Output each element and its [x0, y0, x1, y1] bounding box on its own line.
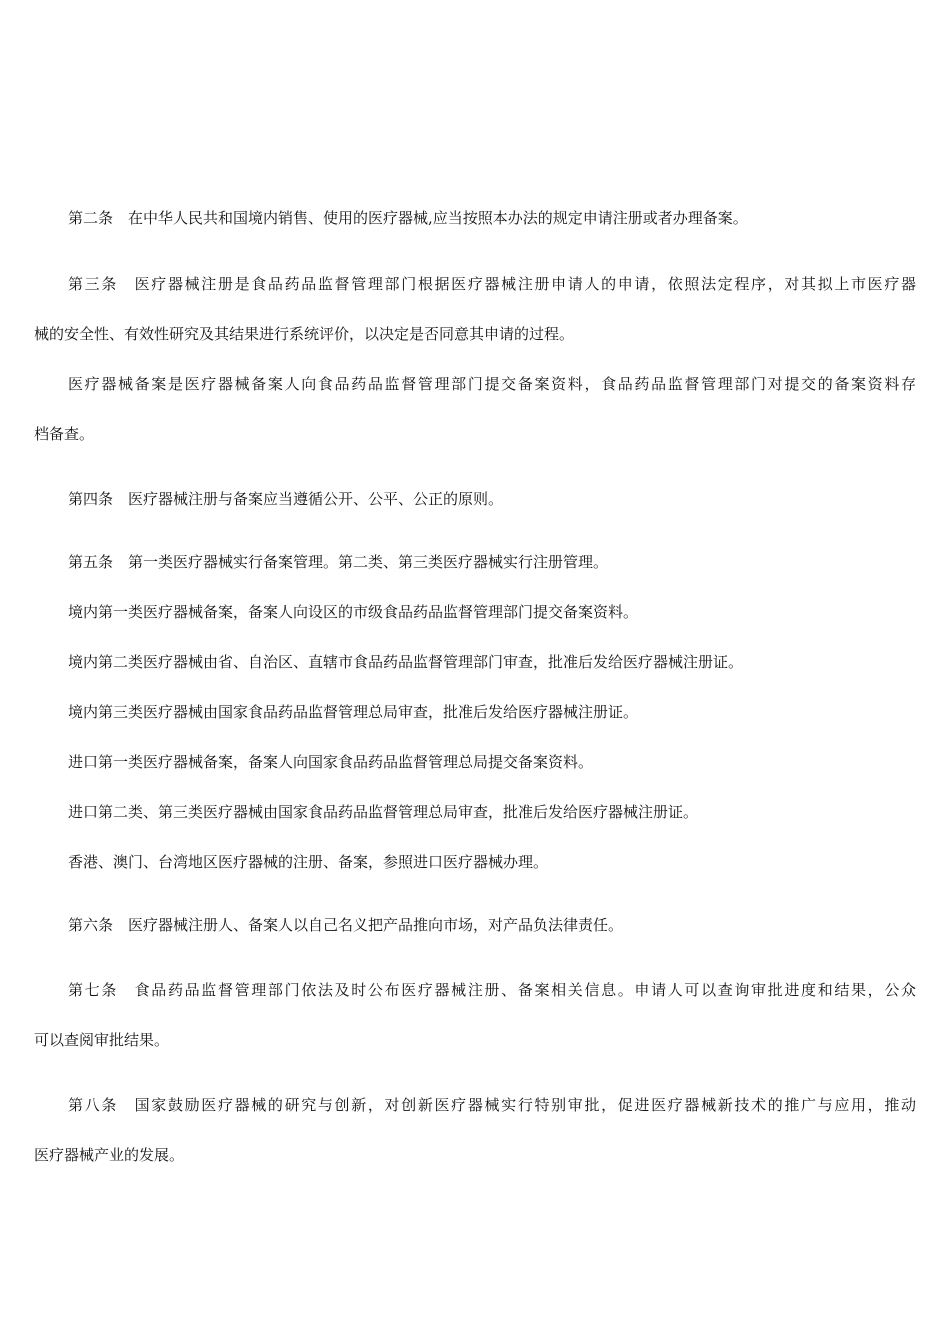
- article-3-paragraph-2-line-2: 档备查。: [34, 425, 95, 443]
- article-6-line-1: 第六条 医疗器械注册人、备案人以自己名义把产品推向市场，对产品负法律责任。: [68, 916, 624, 934]
- article-5-paragraph-5: 进口第一类医疗器械备案，备案人向国家食品药品监督管理总局提交备案资料。: [68, 753, 594, 771]
- article-5-line-1: 第五条 第一类医疗器械实行备案管理。第二类、第三类医疗器械实行注册管理。: [68, 553, 609, 571]
- article-5-paragraph-7: 香港、澳门、台湾地区医疗器械的注册、备案，参照进口医疗器械办理。: [68, 853, 549, 871]
- article-3-paragraph-2-line-1: 医疗器械备案是医疗器械备案人向食品药品监督管理部门提交备案资料，食品药品监督管理部门对提交的备案资料存: [68, 375, 916, 393]
- article-2-line-1: 第二条 在中华人民共和国境内销售、使用的医疗器械,应当按照本办法的规定申请注册或者办理备案。: [68, 209, 748, 227]
- article-5-paragraph-2: 境内第一类医疗器械备案，备案人向设区的市级食品药品监督管理部门提交备案资料。: [68, 603, 639, 621]
- article-3-line-1: 第三条 医疗器械注册是食品药品监督管理部门根据医疗器械注册申请人的申请，依照法定程序，对其拟上市医疗器: [68, 275, 916, 293]
- article-8-line-1: 第八条 国家鼓励医疗器械的研究与创新，对创新医疗器械实行特别审批，促进医疗器械新技术的推广与应用，推动: [68, 1096, 916, 1114]
- article-5-paragraph-6: 进口第二类、第三类医疗器械由国家食品药品监督管理总局审查，批准后发给医疗器械注册证。: [68, 803, 699, 821]
- article-7-line-1: 第七条 食品药品监督管理部门依法及时公布医疗器械注册、备案相关信息。申请人可以查询审批进度和结果，公众: [68, 981, 916, 999]
- article-5-paragraph-3: 境内第二类医疗器械由省、自治区、直辖市食品药品监督管理部门审查，批准后发给医疗器械注册证。: [68, 653, 744, 671]
- article-7-line-2: 可以查阅审批结果。: [34, 1031, 170, 1049]
- article-8-line-2: 医疗器械产业的发展。: [34, 1146, 185, 1164]
- article-4-line-1: 第四条 医疗器械注册与备案应当遵循公开、公平、公正的原则。: [68, 490, 504, 508]
- article-3-line-2: 械的安全性、有效性研究及其结果进行系统评价，以决定是否同意其申请的过程。: [34, 325, 575, 343]
- article-5-paragraph-4: 境内第三类医疗器械由国家食品药品监督管理总局审查，批准后发给医疗器械注册证。: [68, 703, 639, 721]
